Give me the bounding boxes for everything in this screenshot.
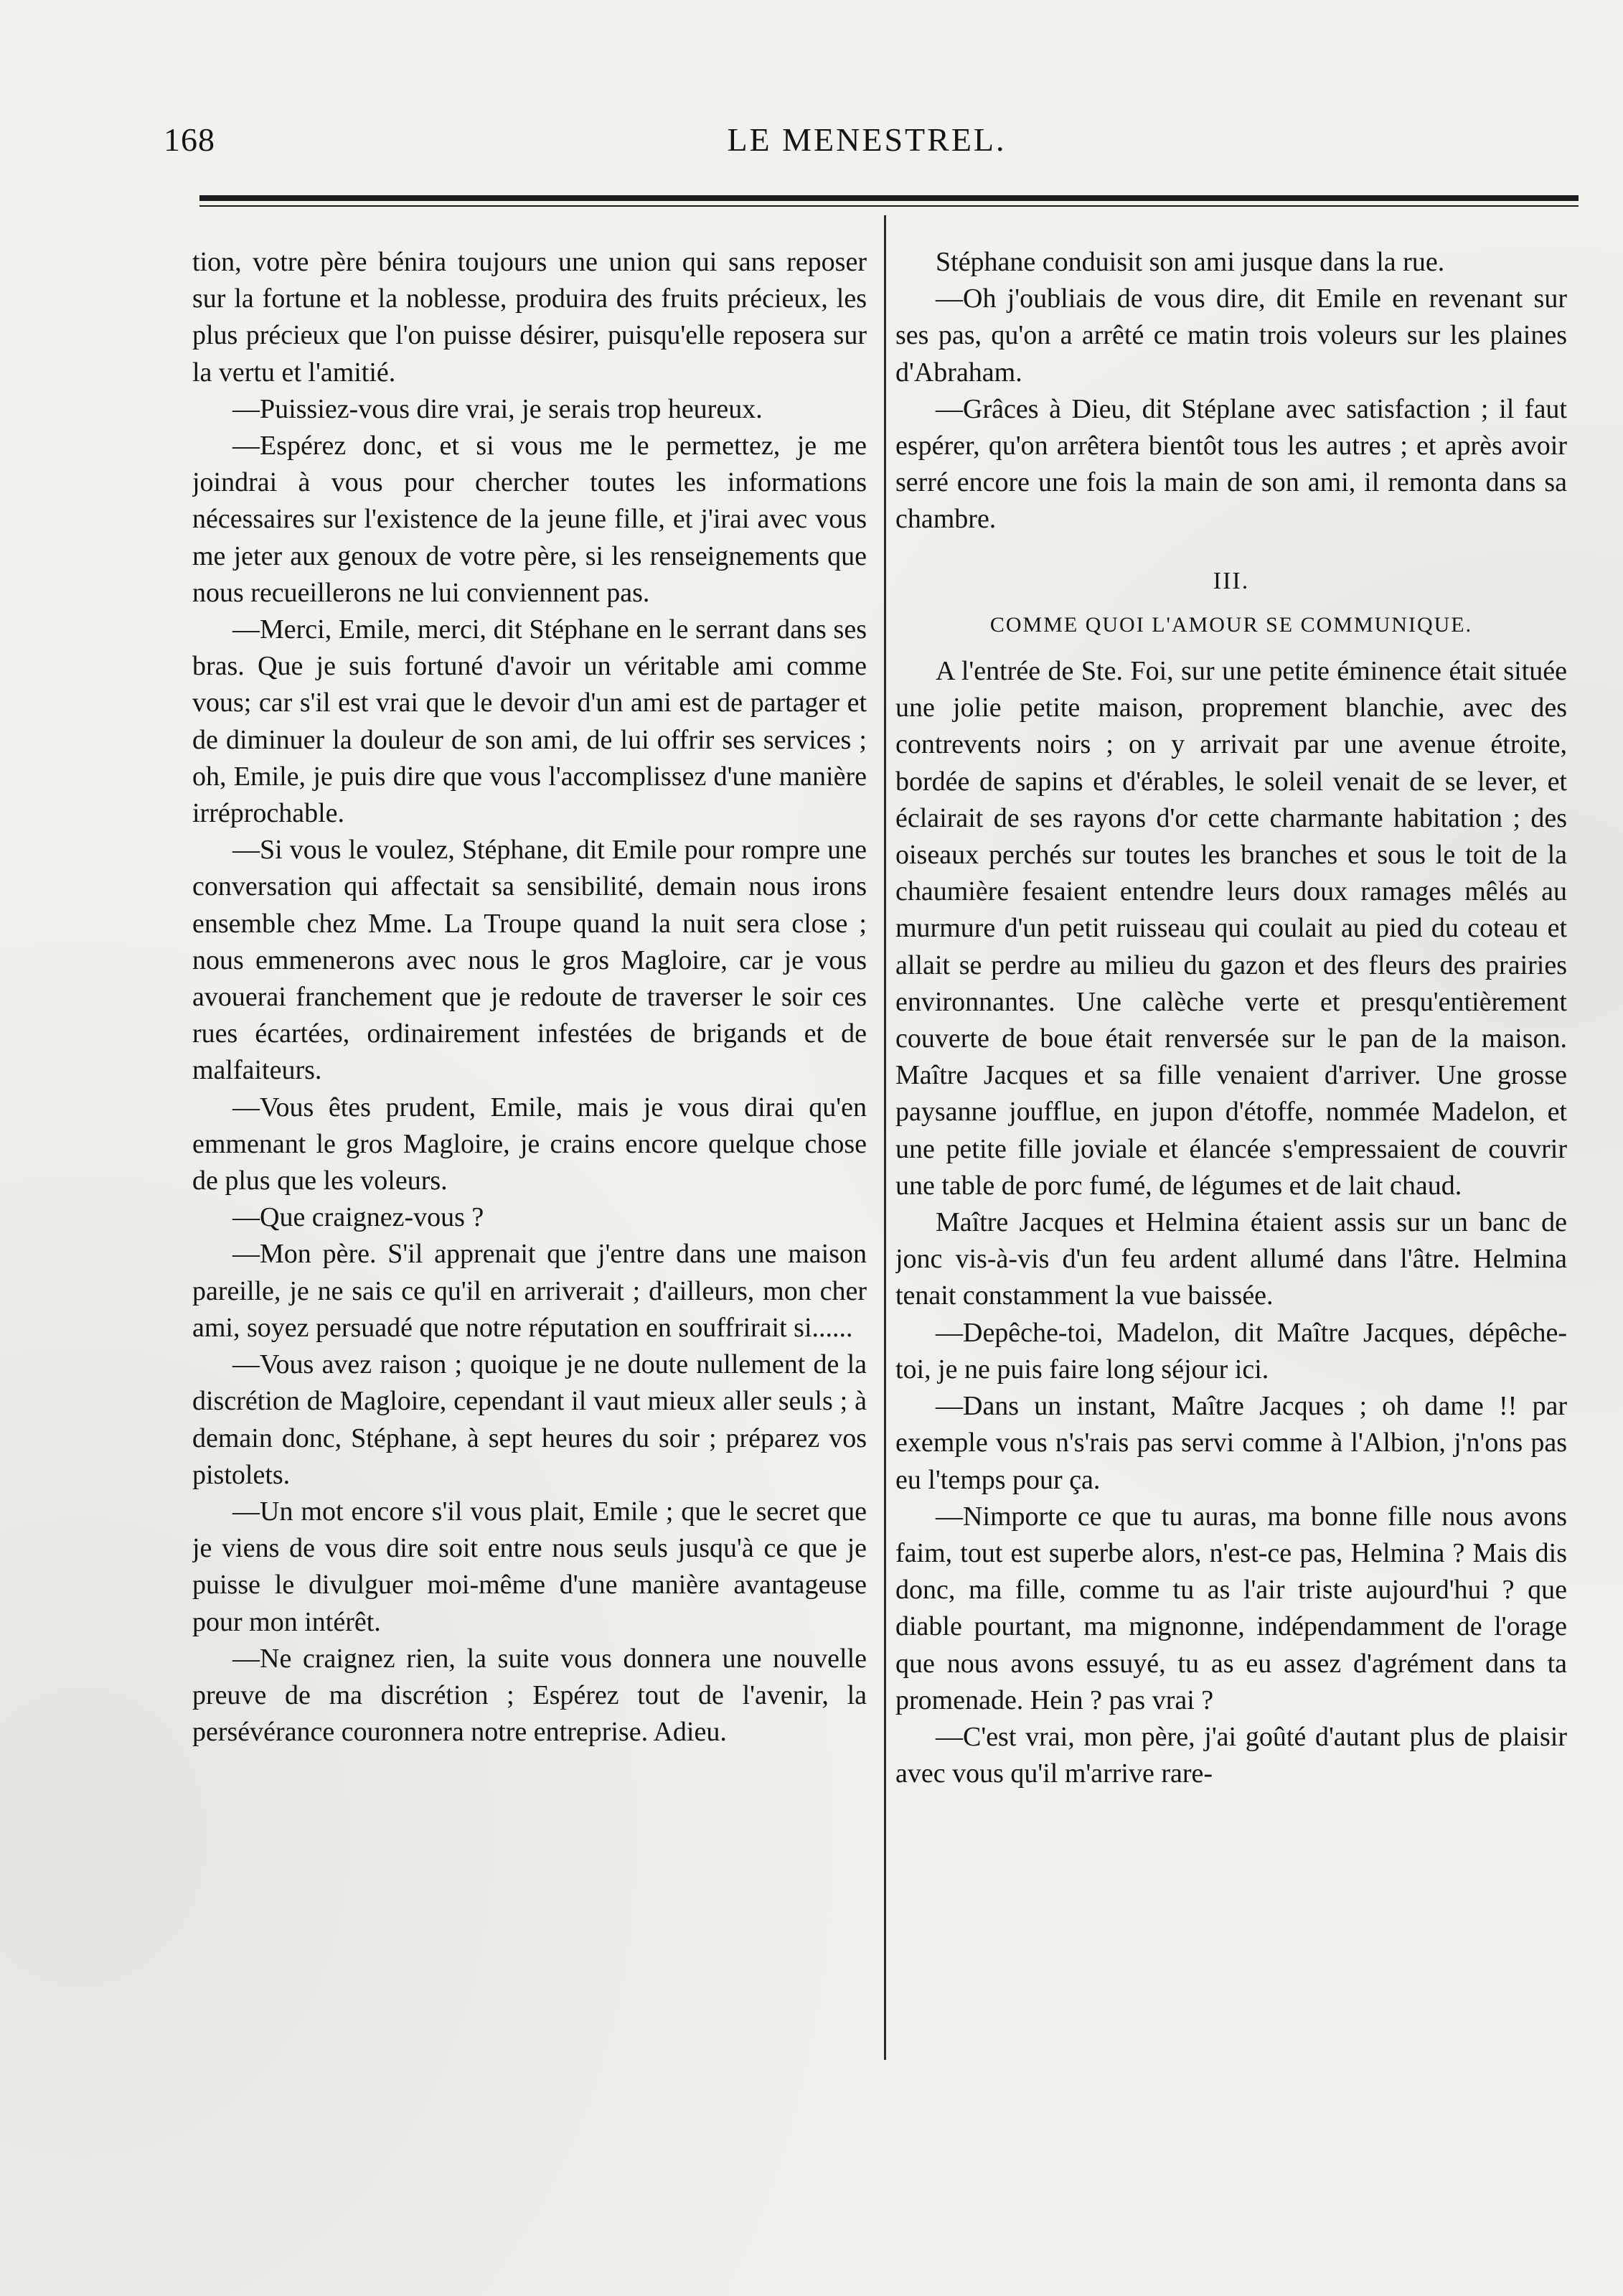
paragraph: —Mon père. S'il apprenait que j'entre dans une maison pareille, je ne sais ce qu'il en arriverait ; d'ailleurs, mon cher ami, soyez persuadé que notre réputation en souffrirait si......: [192, 1239, 867, 1343]
header-rule-thin: [199, 205, 1579, 207]
paragraph: —Nimporte ce que tu auras, ma bonne fille nous avons faim, tout est superbe alors, n'est-ce pas, Helmina ? Mais dis donc, ma fille, comme tu as l'air triste aujourd'hui ? que diable pourtant, ma mignonne, indépendamment de l'orage que nous avons essuyé, tu as eu assez d'agrément dans ta promenade. Hein ? pas vrai ?: [895, 1501, 1567, 1715]
section-title: COMME QUOI L'AMOUR SE COMMUNIQUE.: [989, 612, 1473, 637]
paragraph: —Oh j'oubliais de vous dire, dit Emile en revenant sur ses pas, qu'on a arrêté ce matin trois voleurs sur les plaines d'Abraham.: [895, 284, 1567, 388]
paragraph: —Merci, Emile, merci, dit Stéphane en le serrant dans ses bras. Que je suis fortuné d'avoir un véritable ami comme vous; car s'il est vrai que le devoir d'un ami est de partager et de diminuer la douleur de son ami, de lui offrir ses services ; oh, Emile, je puis dire que vous l'accomplissez d'une manière irréprochable.: [192, 614, 867, 829]
left-column: [192, 244, 867, 2067]
column-divider: [884, 215, 886, 2060]
paragraph: tion, votre père bénira toujours une union qui sans reposer sur la fortune et la noblesse, produira des fruits précieux, les plus précieux que l'on puisse désirer, puisqu'elle reposera sur la vertu et l'amitié.: [192, 247, 867, 388]
paragraph: —Ne craignez rien, la suite vous donnera une nouvelle preuve de ma discrétion ; Espérez tout de l'avenir, la persévérance couronnera notre entreprise. Adieu.: [192, 1643, 867, 1748]
paragraph: A l'entrée de Ste. Foi, sur une petite éminence était située une jolie petite maison, proprement blanchie, avec des contrevents noirs ; on y arrivait par une avenue étroite, bordée de sapins et d'érables, le soleil venait de se lever, et éclairait de ses rayons d'or cette charmante habitation ; des oiseaux perchés sur toutes les branches et sous le toit de la chaumière fesaient entendre leurs doux ramages mêlés au murmure d'un petit ruisseau qui coulait au pied du coteau et allait se perdre au milieu du gazon et des fleurs des prairies environnantes. Une calèche verte et presqu'entièrement couverte de boue était renversée sur le pan de la maison. Maître Jacques et sa fille venaient d'arriver. Une grosse paysanne joufflue, en jupon d'étoffe, nommée Madelon, et une petite fille joviale et élancée s'empressaient de couvrir une table de porc fumé, de légumes et de lait chaud.: [895, 656, 1567, 1201]
paragraph: —Puissiez-vous dire vrai, je serais trop heureux.: [232, 393, 763, 424]
paragraph: Stéphane conduisit son ami jusque dans la rue.: [936, 247, 1445, 277]
paragraph: —Si vous le voulez, Stéphane, dit Emile pour rompre une conversation qui affectait sa sensibilité, demain nous irons ensemble chez Mme. La Troupe quand la nuit sera close ; nous emmenerons avec nous le gros Magloire, car je vous avouerai franchement que je redoute de traverser le soir ces rues écartées, ordinairement infestées de brigands et de malfaiteurs.: [192, 835, 867, 1086]
section-number: III.: [1213, 567, 1250, 594]
page-number: 168: [164, 121, 215, 158]
running-head: [164, 121, 1570, 164]
header-rule-thick: [199, 195, 1579, 201]
paragraph: Maître Jacques et Helmina étaient assis sur un banc de jonc vis-à-vis d'un feu ardent allumé dans l'âtre. Helmina tenait constamment la vue baissée.: [895, 1207, 1567, 1311]
journal-title: LE MENESTREL.: [727, 121, 1007, 158]
paragraph: —Un mot encore s'il vous plait, Emile ; que le secret que je viens de vous dire soit entre nous seuls jusqu'à ce que je puisse le divulguer moi-même d'une manière avantageuse pour mon intérêt.: [192, 1496, 867, 1637]
paragraph: —Que craignez-vous ?: [232, 1202, 484, 1233]
right-column: [895, 244, 1567, 2067]
paragraph: —Grâces à Dieu, dit Stéplane avec satisfaction ; il faut espérer, qu'on arrêtera bientôt tous les autres ; et après avoir serré encore une fois la main de son ami, il remonta dans sa chambre.: [895, 393, 1567, 535]
paragraph: —Dans un instant, Maître Jacques ; oh dame !! par exemple vous n's'rais pas servi comme à l'Albion, j'n'ons pas eu l'temps pour ça.: [895, 1391, 1567, 1495]
paragraph: —C'est vrai, mon père, j'ai goûté d'autant plus de plaisir avec vous qu'il m'arrive rare-: [895, 1721, 1567, 1789]
paragraph: —Depêche-toi, Madelon, dit Maître Jacques, dépêche-toi, je ne puis faire long séjour ici.: [895, 1317, 1567, 1384]
paragraph: —Espérez donc, et si vous me le permettez, je me joindrai à vous pour chercher toutes les informations nécessaires sur l'existence de la jeune fille, et j'irai avec vous me jeter aux genoux de votre père, si les renseignements que nous recueillerons ne lui conviennent pas.: [192, 431, 867, 608]
paragraph: —Vous êtes prudent, Emile, mais je vous dirai qu'en emmenant le gros Magloire, je crains encore quelque chose de plus que les voleurs.: [192, 1092, 867, 1196]
paragraph: —Vous avez raison ; quoique je ne doute nullement de la discrétion de Magloire, cependant il vaut mieux aller seuls ; à demain donc, Stéphane, à sept heures du soir ; préparez vos pistolets.: [192, 1349, 867, 1490]
